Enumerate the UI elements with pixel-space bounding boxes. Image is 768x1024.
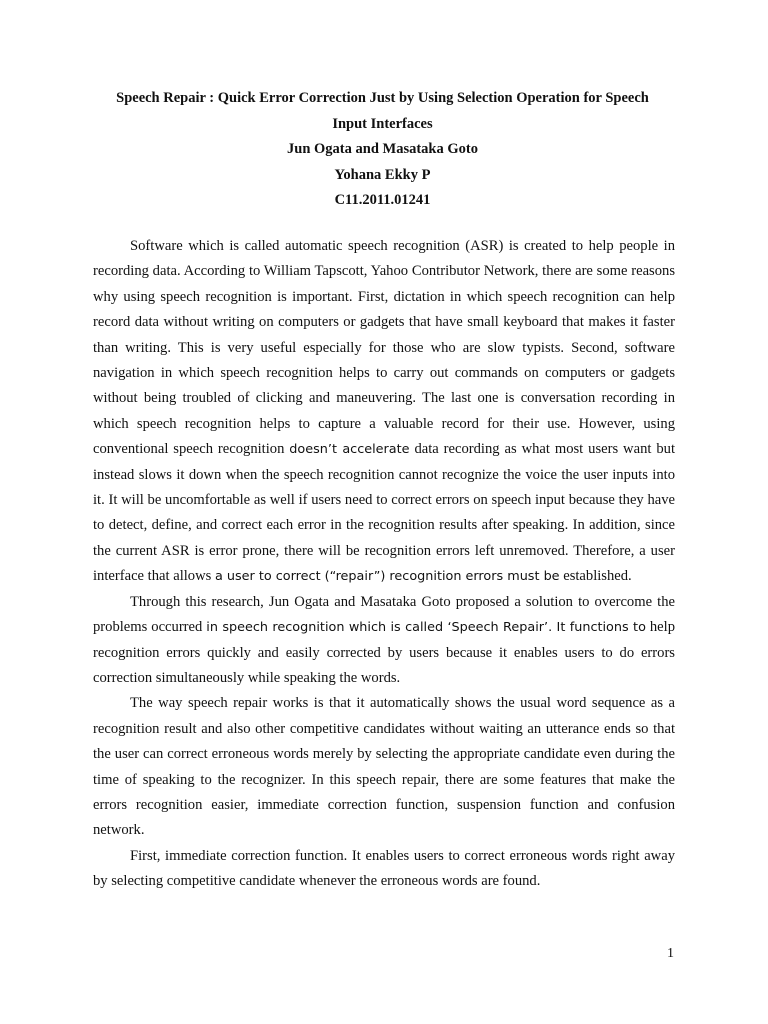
body-text [93, 234, 675, 895]
paragraph-1 [93, 234, 675, 590]
paragraph-2-part-c: help recognition errors quickly and easily corrected by users because it enables users to do errors correction simultaneously while speaking the words. [93, 619, 675, 686]
paragraph-1-part-b: doesn’t accelerate [289, 442, 410, 458]
page-number: 1 [667, 946, 674, 961]
student-name: Yohana Ekky P [334, 166, 431, 183]
paragraph-2-part-a: Through this research, Jun Ogata and Masataka Goto proposed a solution to overcome the problems occurred [93, 593, 675, 636]
document-title-line-2: Input Interfaces [332, 115, 433, 132]
authors: Jun Ogata and Masataka Goto [287, 141, 478, 157]
document-title-line-1: Speech Repair : Quick Error Correction Just by Using Selection Operation for Speech [116, 90, 649, 106]
paragraph-1-part-c: data recording as what most users want but instead slows it down when the speech recognition cannot recognize the voice the user inputs into it. It will be uncomfortable as well if users need to correct errors on speech input because they have to detect, define, and correct each error in the recognition results after speaking. In addition, since the current ASR is error prone, there will be recognition errors left unremoved. Therefore, a user interface that allows [93, 441, 675, 585]
paragraph-2 [93, 590, 675, 692]
paragraph-1-part-e: established. [559, 568, 632, 585]
paragraph-4: First, immediate correction function. It enables users to correct erroneous words right away by selecting competitive candidate whenever the erroneous words are found. [93, 847, 675, 890]
paragraph-1-part-a: Software which is called automatic speech recognition (ASR) is created to help people in recording data. According to William Tapscott, Yahoo Contributor Network, there are some reasons why using speech recognition is important. First, dictation in which speech recognition can help record data without writing on computers or gadgets that have small keyboard that makes it faster than writing. This is very useful especially for those who are slow typists. Second, software navigation in which speech recognition helps to carry out commands on computers or gadgets without being troubled of clicking and maneuvering. The last one is conversation recording in which speech recognition helps to capture a valuable record for their use. However, using conventional speech recognition [93, 238, 675, 458]
paragraph-3: The way speech repair works is that it automatically shows the usual word sequence as a recognition result and also other competitive candidates without waiting an utterance ends so that the user can correct erroneous words merely by selecting the appropriate candidate even during the time of speaking to the recognizer. In this speech repair, there are some features that make the errors recognition easier, immediate correction function, suspension function and confusion network. [93, 695, 675, 839]
paragraph-1-part-d: a user to correct (“repair”) recognition errors must be [214, 569, 560, 585]
title-block [90, 86, 675, 214]
student-id: C11.2011.01241 [334, 192, 431, 208]
paragraph-2-part-b: in speech recognition which is called ‘Speech Repair’. It functions to [206, 620, 646, 636]
